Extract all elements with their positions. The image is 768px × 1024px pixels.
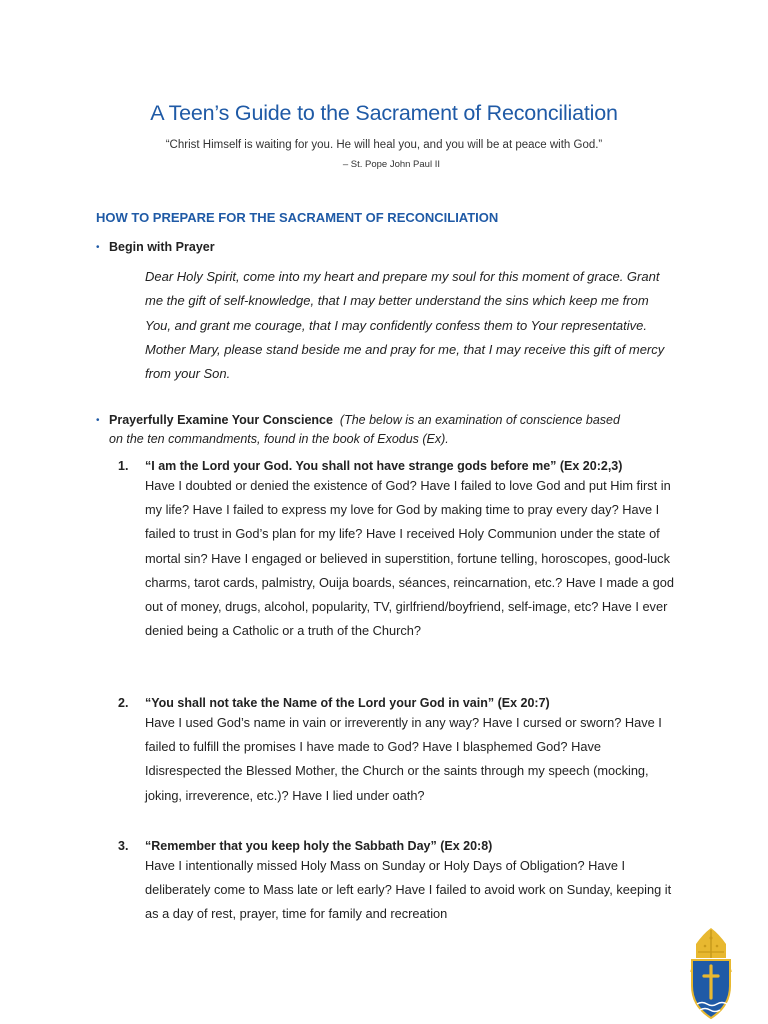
quote-attribution: – St. Pope John Paul II — [342, 159, 440, 170]
prayer-bullet-item — [96, 240, 215, 254]
opening-quote: “Christ Himself is waiting for you. He will heal you, and you will be at peace with God.” — [165, 139, 603, 151]
commandment-number: 3. — [118, 839, 129, 853]
commandment-heading: “Remember that you keep holy the Sabbath Day” (Ex 20:8) — [145, 839, 493, 853]
commandment-body: Have I doubted or denied the existence of God? Have I failed to love God and put Him first in my life? Have I failed to express my love for God by making time to pray every day? Have I failed to trust in God’s plan for my life? Have I received Holy Communion under the state of mortal sin? Have I engaged or believed in superstition, fortune telling, horoscopes, good-luck charms, tarot cards, palmistry, Ouija boards, séances, reincarnation, etc.? Have I made a god out of money, drugs, alcohol, popularity, TV, girlfriend/boyfriend, self-image, etc? Have I ever denied being a Catholic or a truth of the Church? — [145, 478, 674, 639]
prayer-text: Dear Holy Spirit, come into my heart and prepare my soul for this moment of grace. Grant me the gift of self-knowledge, that I may better understand the sins which keep me from You, and grant me courage, that I may confidently confess them to Your representative. Mother Mary, please stand beside me and pray for me, that I may receive this gift of mercy from your Son. — [145, 269, 665, 382]
page-title: A Teen’s Guide to the Sacrament of Reconciliation — [150, 101, 618, 125]
commandment-heading: “You shall not take the Name of the Lord your God in vain” (Ex 20:7) — [145, 696, 550, 710]
examination-heading: Prayerfully Examine Your Conscience — [109, 413, 333, 427]
examination-note-line2: on the ten commandments, found in the book of Exodus (Ex). — [109, 432, 449, 446]
commandment-item — [118, 839, 678, 927]
diocese-seal-icon — [686, 926, 736, 1020]
bullet-icon: • — [96, 415, 100, 426]
section-heading: HOW TO PREPARE FOR THE SACRAMENT OF RECONCILIATION — [96, 210, 499, 225]
prayer-heading: Begin with Prayer — [109, 240, 215, 254]
bullet-icon: • — [96, 242, 100, 253]
commandment-number: 1. — [118, 459, 129, 473]
commandment-item — [118, 459, 678, 643]
commandment-body: Have I intentionally missed Holy Mass on Sunday or Holy Days of Obligation? Have I deliberately come to Mass late or left early? Have I failed to avoid work on Sunday, keeping it as a day of rest, prayer, time for family and recreation — [145, 858, 672, 922]
commandment-body: Have I used God’s name in vain or irreverently in any way? Have I cursed or sworn? Have I failed to fulfill the promises I have made to God? Have I blasphemed God? Have Idisrespected the Blessed Mother, the Church or the saints through my speech (mocking, joking, irreverence, etc.)? Have I lied under oath? — [145, 715, 662, 803]
examination-bullet-item — [96, 411, 676, 448]
examination-note-line1: (The below is an examination of conscience based — [339, 413, 620, 427]
commandment-number: 2. — [118, 696, 129, 710]
commandment-heading: “I am the Lord your God. You shall not have strange gods before me” (Ex 20:2,3) — [145, 459, 623, 473]
commandment-item — [118, 696, 678, 808]
